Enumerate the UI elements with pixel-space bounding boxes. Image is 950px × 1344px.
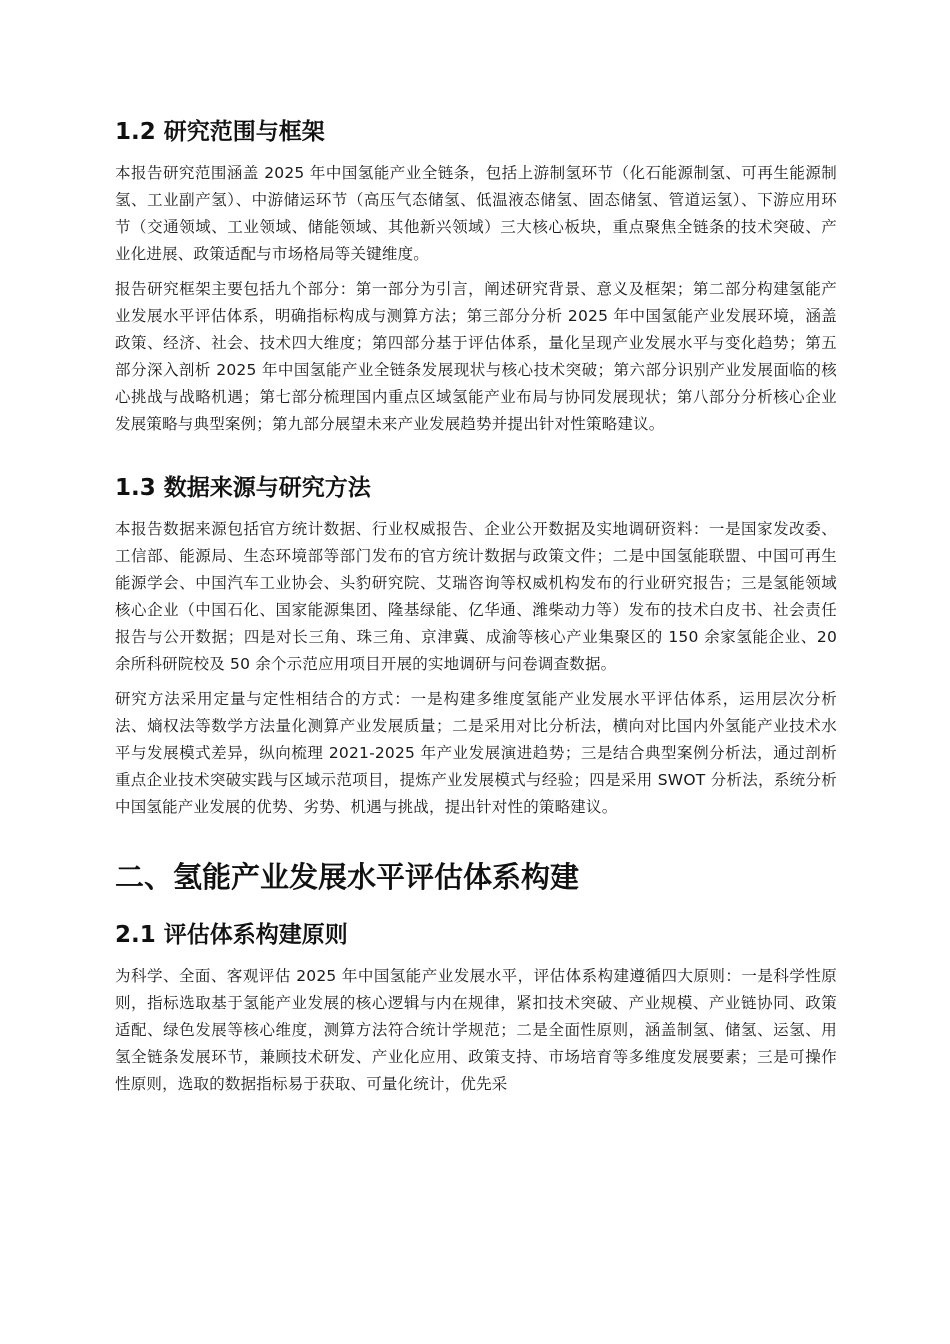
paragraph-methods: 研究方法采用定量与定性相结合的方式：一是构建多维度氢能产业发展水平评估体系，运用层次分析法、熵权法等数学方法量化测算产业发展质量；二是采用对比分析法，横向对比国内外氢能产业技术水平与发展模式差异，纵向梳理 2021-2025 年产业发展演进趋势；三是结合典型案例分析法，通过剖析重点企业技术突破实践与区域示范项目，提炼产业发展模式与经验；四是采用 SWOT 分析法，系统分析中国氢能产业发展的优势、劣势、机遇与挑战，提出针对性的策略建议。 [115,690,837,816]
section-heading-2-1: 2.1 评估体系构建原则 [115,922,348,948]
chapter-spacer [115,829,837,853]
section-heading-1-3: 1.3 数据来源与研究方法 [115,475,371,501]
document-page [115,112,837,1106]
chapter-heading-2: 二、氢能产业发展水平评估体系构建 [115,860,580,894]
paragraph-scope: 本报告研究范围涵盖 2025 年中国氢能产业全链条，包括上游制氢环节（化石能源制氢、可再生能源制氢、工业副产氢）、中游储运环节（高压气态储氢、低温液态储氢、固态储氢、管道运氢）、下游应用环节（交通领域、工业领域、储能领域、其他新兴领域）三大核心板块，重点聚焦全链条的技术突破、产业化进展、政策适配与市场格局等关键维度。 [115,164,837,263]
paragraph-data-sources: 本报告数据来源包括官方统计数据、行业权威报告、企业公开数据及实地调研资料：一是国家发改委、工信部、能源局、生态环境部等部门发布的官方统计数据与政策文件；二是中国氢能联盟、中国可再生能源学会、中国汽车工业协会、头豹研究院、艾瑞咨询等权威机构发布的行业研究报告；三是氢能领域核心企业（中国石化、国家能源集团、隆基绿能、亿华通、潍柴动力等）发布的技术白皮书、社会责任报告与公开数据；四是对长三角、珠三角、京津冀、成渝等核心产业集聚区的 150 余家氢能企业、20 余所科研院校及 50 余个示范应用项目开展的实地调研与问卷调查数据。 [115,520,837,673]
paragraph-framework: 报告研究框架主要包括九个部分：第一部分为引言，阐述研究背景、意义及框架；第二部分构建氢能产业发展水平评估体系，明确指标构成与测算方法；第三部分分析 2025 年中国氢能产业发展环境，涵盖政策、经济、社会、技术四大维度；第四部分基于评估体系，量化呈现产业发展水平与变化趋势；第五部分深入剖析 2025 年中国氢能产业全链条发展现状与核心技术突破；第六部分识别产业发展面临的核心挑战与战略机遇；第七部分梳理国内重点区域氢能产业布局与协同发展现状；第八部分分析核心企业发展策略与典型案例；第九部分展望未来产业发展趋势并提出针对性策略建议。 [115,280,837,433]
paragraph-principles: 为科学、全面、客观评估 2025 年中国氢能产业发展水平，评估体系构建遵循四大原则：一是科学性原则，指标选取基于氢能产业发展的核心逻辑与内在规律，紧扣技术突破、产业规模、产业链协同、政策适配、绿色发展等核心维度，测算方法符合统计学规范；二是全面性原则，涵盖制氢、储氢、运氢、用氢全链条发展环节，兼顾技术研发、产业化应用、政策支持、市场培育等多维度发展要素；三是可操作性原则，选取的数据指标易于获取、可量化统计，优先采 [115,967,837,1093]
section-heading-1-2: 1.2 研究范围与框架 [115,119,325,145]
section-spacer [115,446,837,468]
